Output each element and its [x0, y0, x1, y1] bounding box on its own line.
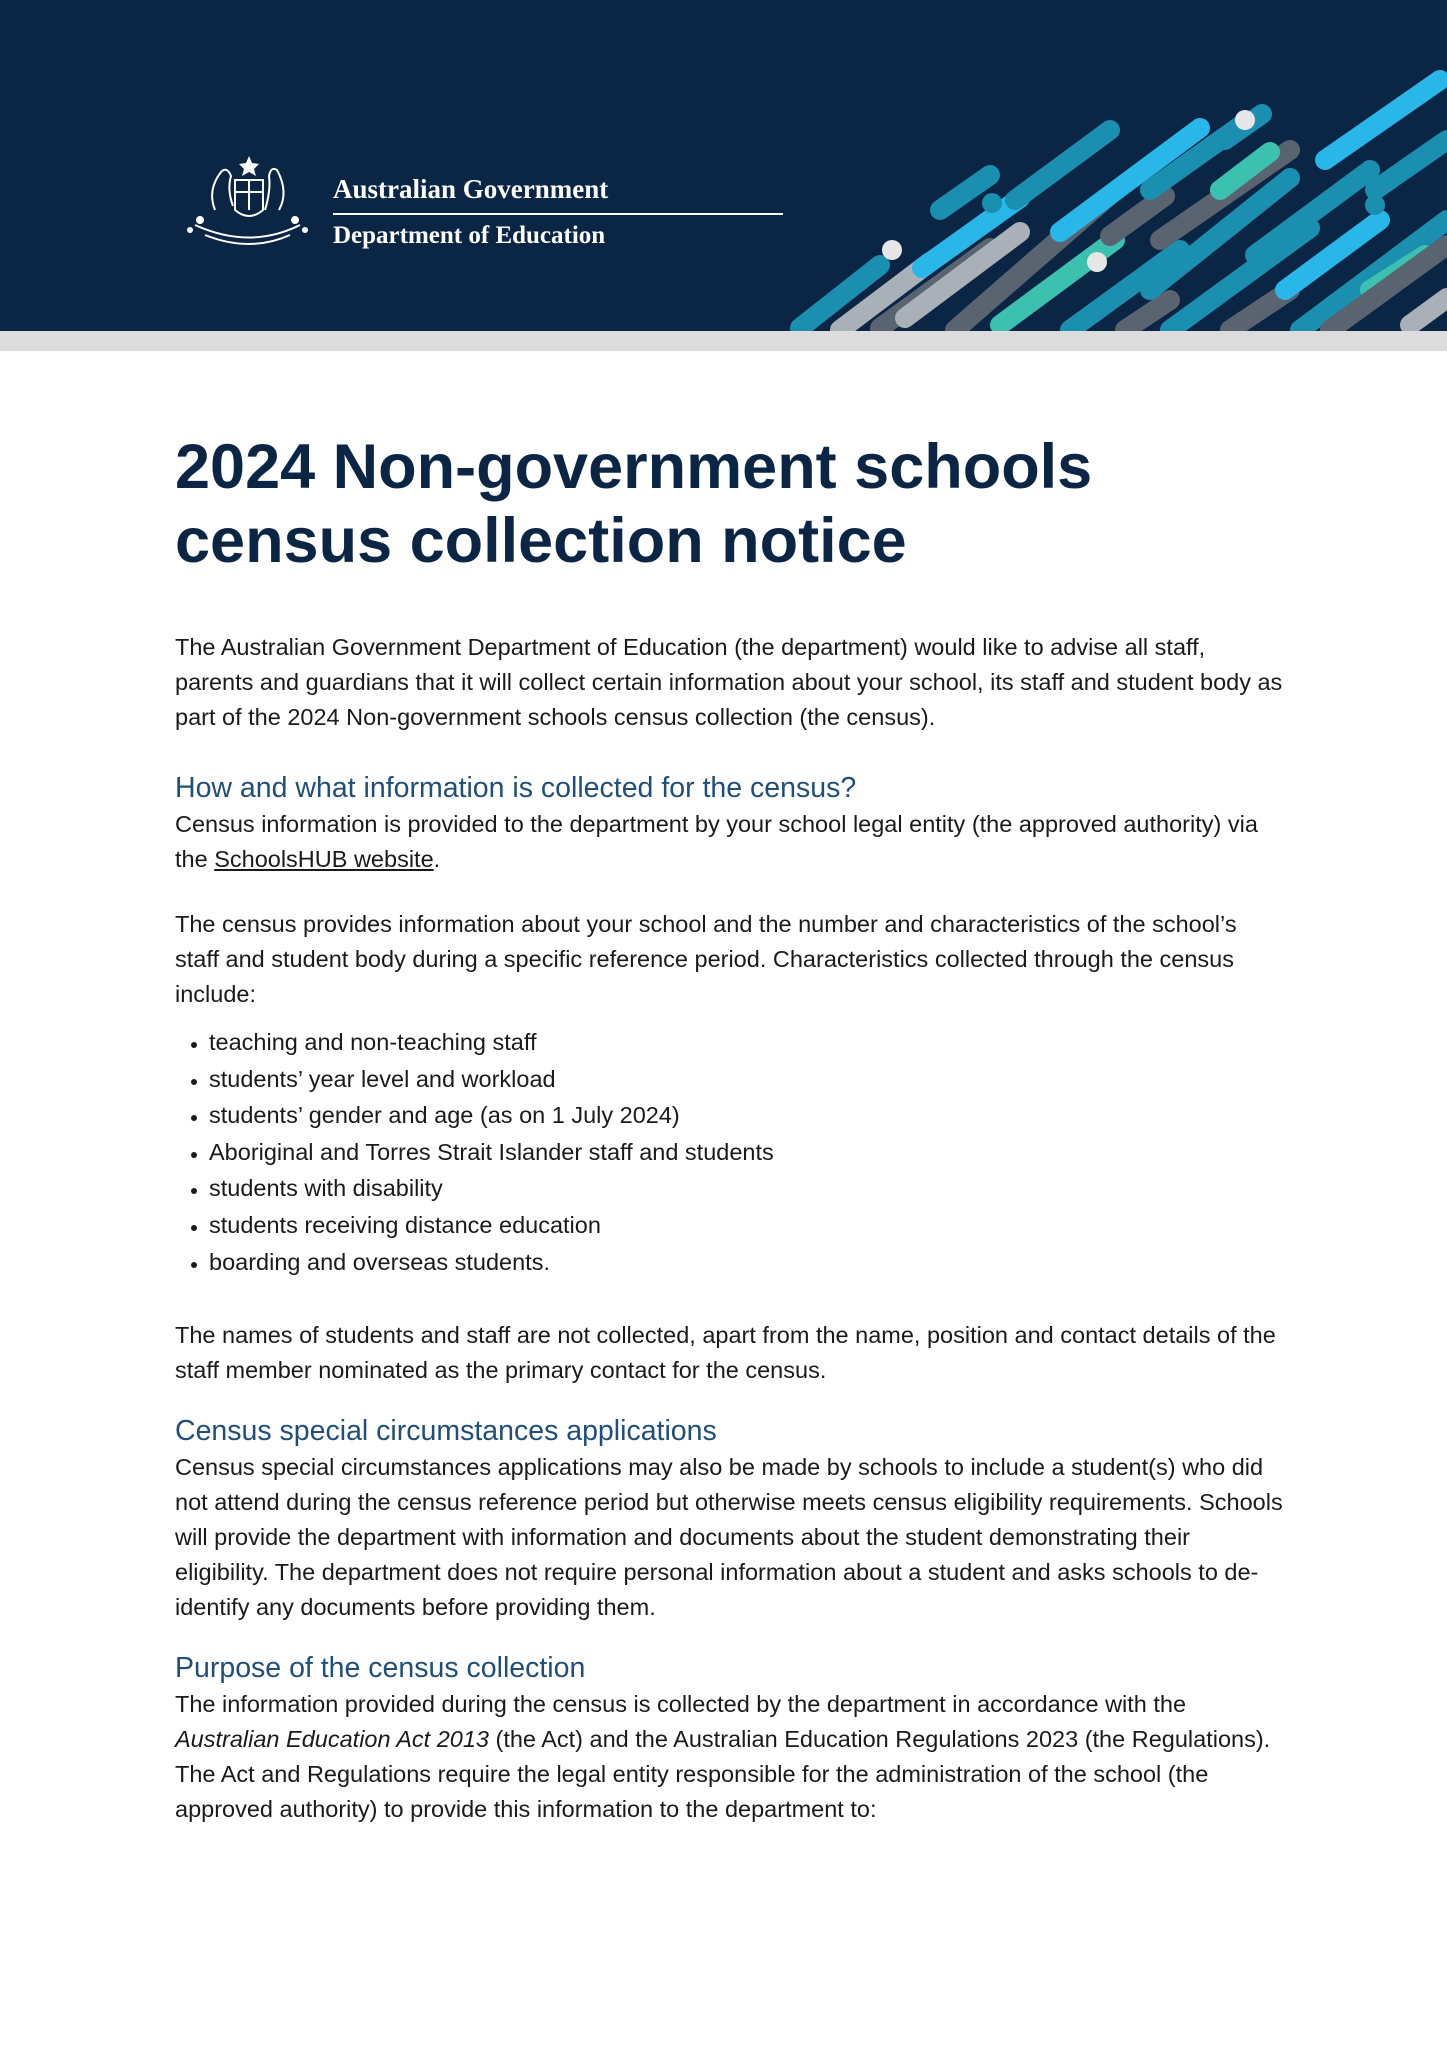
- special-paragraph: Census special circumstances applications may also be made by schools to include a student(s) who did not attend during the census reference period but otherwise meets census eligibility requirements. Schools will provide the department with information and documents about the student demonstrating their eligibility. The department does not require personal information about a student and asks schools to de-identify any documents before providing them.: [175, 1454, 1283, 1621]
- intro-paragraph: The Australian Government Department of Education (the department) would like to advise all staff, parents and guardians that it will collect certain information about your school, its staff and student body as part of the 2024 Non-government schools census collection (the census).: [175, 634, 1283, 730]
- section-heading-purpose: Purpose of the census collection: [175, 1652, 586, 1685]
- list-item: • students’ year level and workload: [209, 1061, 1285, 1098]
- list-item: • boarding and overseas students.: [209, 1244, 1285, 1281]
- section-heading-special: Census special circumstances applications: [175, 1415, 717, 1448]
- coat-of-arms-icon: [175, 150, 320, 255]
- header-banner: [0, 0, 1447, 331]
- page-title: [175, 430, 1285, 578]
- list-item: • students with disability: [209, 1170, 1285, 1207]
- government-name: Australian Government: [333, 174, 609, 204]
- how-paragraph-3: The names of students and staff are not collected, apart from the name, position and contact details of the staff member nominated as the primary contact for the census.: [175, 1322, 1276, 1384]
- list-item: • students’ gender and age (as on 1 July 2024): [209, 1097, 1285, 1134]
- header-divider: [0, 331, 1447, 351]
- act-title: Australian Education Act 2013: [175, 1726, 489, 1753]
- how-p1-text: Census information is provided to the department by your school legal entity (the approved authority) via the: [175, 811, 1258, 872]
- how-paragraph-1: [175, 807, 1285, 877]
- department-name: Department of Education: [333, 222, 606, 249]
- section-heading-how: How and what information is collected for the census?: [175, 772, 857, 804]
- purpose-p1-text: The information provided during the census is collected by the department in accordance with the: [175, 1691, 1187, 1718]
- list-item: • teaching and non-teaching staff: [209, 1024, 1285, 1061]
- title-line-1: 2024 Non-government schools: [175, 432, 1093, 502]
- government-logo: [175, 150, 615, 260]
- logo-divider: [333, 213, 783, 215]
- purpose-p1-end: (the Act) and the Australian Education Regulations 2023 (the Regulations). The Act and Regulations require the legal entity responsible for the administration of the school (the approved authority) to provide this information to the department to:: [175, 1726, 1271, 1823]
- document-body: [175, 430, 1285, 1827]
- purpose-paragraph: [175, 1687, 1285, 1827]
- how-p1-end: .: [433, 846, 441, 872]
- list-item: • students receiving distance education: [209, 1207, 1285, 1244]
- title-line-2: census collection notice: [175, 506, 907, 576]
- schoolshub-link[interactable]: SchoolsHUB website: [214, 846, 434, 872]
- how-paragraph-2: The census provides information about your school and the number and characteristics of the school’s staff and student body during a specific reference period. Characteristics collected through the census include:: [175, 911, 1237, 1007]
- list-item: • Aboriginal and Torres Strait Islander staff and students: [209, 1134, 1285, 1171]
- characteristics-list: [175, 1024, 1285, 1280]
